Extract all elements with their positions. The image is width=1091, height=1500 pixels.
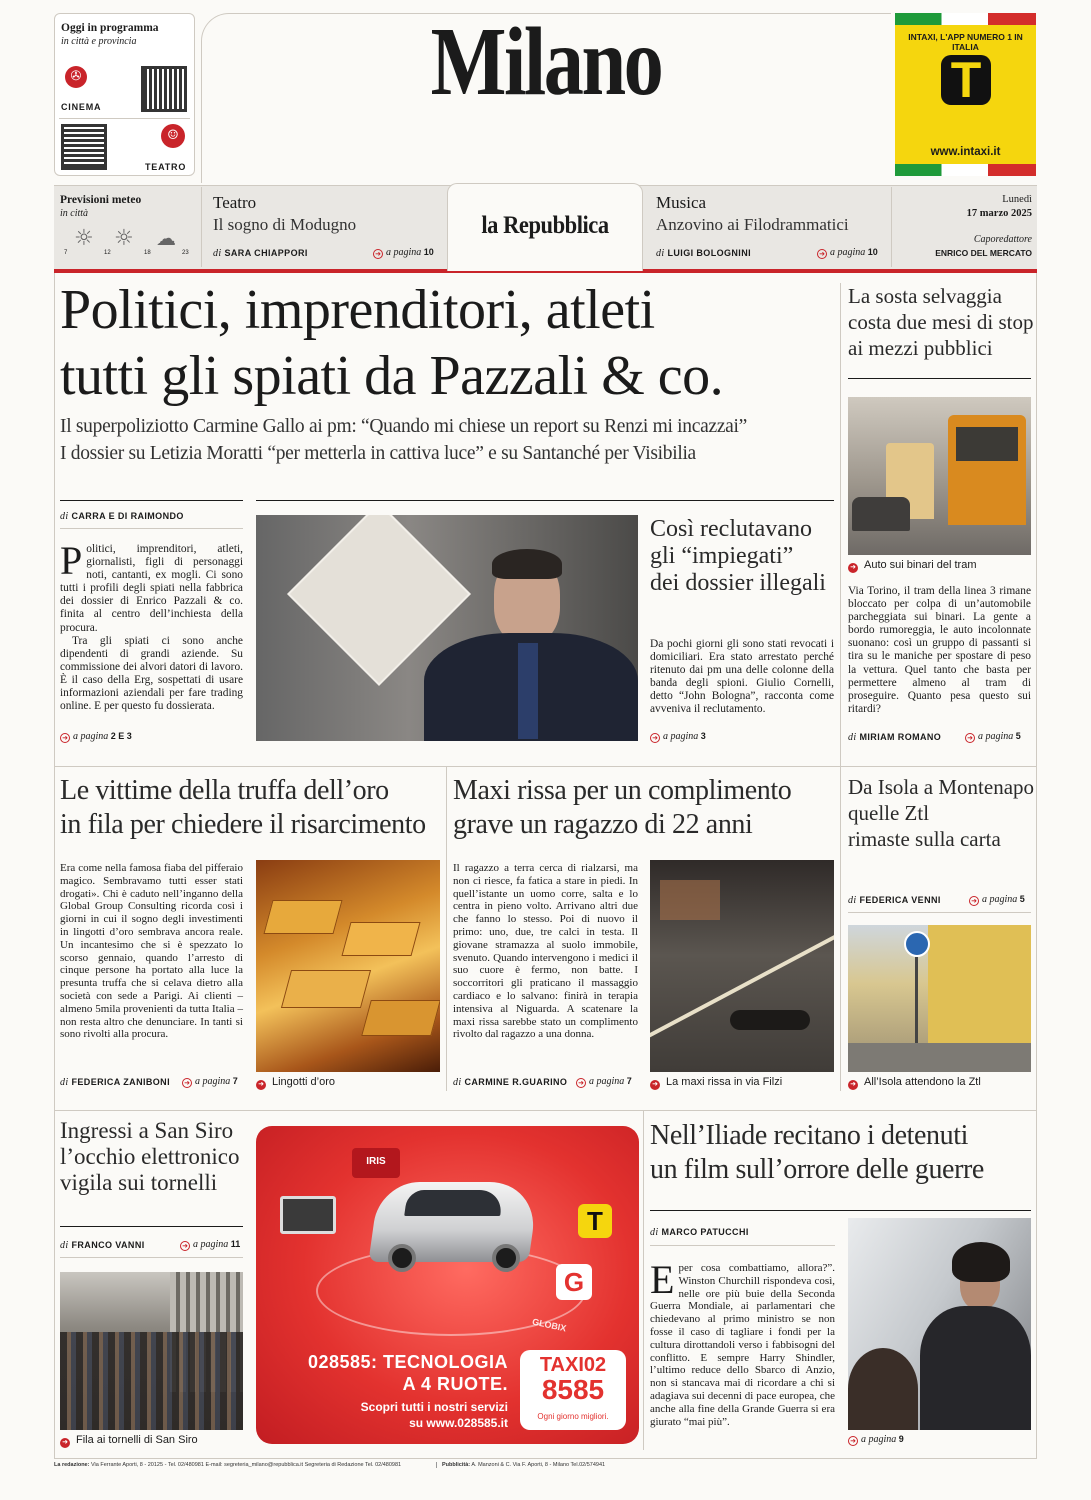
sansiro-pageref[interactable]: ➜ a pagina 11 <box>180 1239 240 1251</box>
main-subhead-line1: Il superpoliziotto Carmine Gallo ai pm: “Quando mi chiese un report su Renzi mi incazzai” <box>60 416 748 437</box>
teatro-mask-icon: ☺ <box>161 124 185 148</box>
oro-caption: ➜ Lingotti d’oro <box>256 1076 335 1090</box>
ad-line-4[interactable]: su www.028585.it <box>409 1416 508 1430</box>
taxi-wheel <box>492 1244 520 1272</box>
main-headline-line1[interactable]: Politici, imprenditori, atleti <box>60 279 655 341</box>
dropcap: P <box>60 538 83 583</box>
meteo-hour: 23 <box>182 250 189 256</box>
rissa-byline: di CARMINE R.GUARINO <box>453 1077 568 1088</box>
sun-icon: ☼ <box>114 226 134 251</box>
programma-subtitle: in città e provincia <box>61 36 137 47</box>
man-hair <box>492 549 562 579</box>
cinema-icon: ✇ <box>65 66 87 88</box>
sansiro-headline-1[interactable]: Ingressi a San Siro <box>60 1118 234 1143</box>
sansiro-headline-3[interactable]: vigila sui tornelli <box>60 1170 218 1195</box>
footer-redazione: La redazione: Via Ferrante Aporti, 8 - 20125 - Tel. 02/480981 E-mail: segreteria_milano@repubblica.it Segreteria di Redazione Tel. 02/480981 <box>54 1462 402 1468</box>
figure-foreground <box>848 1348 918 1430</box>
footer-pubblicita: Pubblicità: A. Manzoni & C. Via F. Aporti, 8 - Milano Tel.02/574941 <box>436 1462 605 1468</box>
oro-byline: di FEDERICA ZANIBONI <box>60 1077 170 1088</box>
isola-headline-3[interactable]: rimaste sulla carta <box>848 827 1001 851</box>
globix-icon: G <box>556 1264 592 1300</box>
tram-window <box>956 427 1018 461</box>
photo-tram <box>848 397 1031 555</box>
oro-pageref[interactable]: ➜ a pagina 7 <box>182 1076 238 1088</box>
qr-code-cinema[interactable] <box>141 66 187 112</box>
woman-hair <box>952 1242 1010 1282</box>
recruit-headline-1[interactable]: Così reclutavano <box>650 516 812 542</box>
cloud-sun-icon: ☁ <box>156 226 176 250</box>
rissa-caption: ➜ La maxi rissa in via Filzi <box>650 1076 782 1090</box>
page-title: Milano <box>430 8 662 116</box>
date-day: Lunedì <box>1002 194 1032 205</box>
sosta-headline-1[interactable]: La sosta selvaggia <box>848 284 1002 308</box>
sansiro-byline: di FRANCO VANNI <box>60 1240 145 1251</box>
intaxi-ad[interactable] <box>895 13 1036 176</box>
iliade-pageref[interactable]: ➜ a pagina 9 <box>848 1434 904 1446</box>
programma-box <box>54 13 195 176</box>
woman-body <box>920 1306 1031 1430</box>
main-byline: di CARRA E DI RAIMONDO <box>60 511 184 522</box>
intaxi-app-icon: T <box>578 1204 612 1238</box>
rissa-headline-2[interactable]: grave un ragazzo di 22 anni <box>453 809 753 840</box>
musica-headline[interactable]: Anzovino ai Filodrammatici <box>656 215 849 234</box>
ad-line-2: A 4 RUOTE. <box>402 1374 508 1394</box>
main-headline-line2[interactable]: tutti gli spiati da Pazzali & co. <box>60 345 724 407</box>
isola-byline: di FEDERICA VENNI <box>848 895 941 906</box>
teatro-byline: di SARA CHIAPPORI <box>213 248 308 259</box>
iliade-headline-2[interactable]: un film sull’orrore delle guerre <box>650 1154 984 1185</box>
meteo-hour: 12 <box>104 250 111 256</box>
rissa-pageref[interactable]: ➜ a pagina 7 <box>576 1076 632 1088</box>
sosta-byline: di MIRIAM ROMANO <box>848 732 942 743</box>
taxi-logo-top: TAXI02 <box>539 1354 607 1376</box>
shop-light <box>660 880 720 920</box>
musica-section: Musica <box>656 193 707 212</box>
cinema-label: CINEMA <box>61 102 102 112</box>
sosta-headline-2[interactable]: costa due mesi di stop <box>848 310 1034 334</box>
photo-rissa-street <box>650 860 834 1072</box>
main-body: Politici, imprenditori, atleti, giornalisti, figli di personaggi noti, cantanti, ex mogli. Ci sono tutti i profili degli spiati nella fabbrica dei dossier di Enrico Pazzali & co. finita al centro dell’inchiesta della procura. Tra gli spiati ci sono anche dipendenti di grandi aziende. Su commissione dei alvori datori di lavoro. È il caso della Erg, sospettati di usare informazioni aziendali per fare trading online. E per questo fu dossierata. <box>60 538 243 713</box>
gold-bar <box>281 970 371 1008</box>
meteo-hour: 18 <box>144 250 151 256</box>
photo-sansiro <box>60 1272 243 1430</box>
taxi-wheel <box>388 1244 416 1272</box>
isola-headline-1[interactable]: Da Isola a Montenapo <box>848 775 1035 799</box>
intaxi-logo-letter: T <box>950 52 982 108</box>
recruit-headline-2[interactable]: gli “impiegati” <box>650 543 794 569</box>
italy-flag-stripe-bottom <box>895 164 1036 176</box>
teatro-headline[interactable]: Il sogno di Modugno <box>213 215 357 234</box>
parked-car <box>852 497 910 531</box>
meteo-hour: 7 <box>64 250 68 256</box>
taxi-car-window <box>404 1190 504 1216</box>
recruit-body: Da pochi giorni gli sono stati revocati i domiciliari. Era stato arrestato perché ritenuto dai pm una delle colonne della banda degli spioni. Giulio Cornelli, detto “John Bologna”, racconta come avveniva il reclutamento. <box>650 638 834 716</box>
teatro-pageref[interactable]: ➜ a pagina 10 <box>373 247 434 259</box>
taxi-logo-slogan: Ogni giorno migliori. <box>537 1412 609 1421</box>
isola-headline-2[interactable]: quelle Ztl <box>848 801 930 825</box>
sansiro-caption: ➜ Fila ai tornelli di San Siro <box>60 1434 198 1448</box>
musica-byline: di LUIGI BOLOGNINI <box>656 248 751 259</box>
meteo-title: Previsioni meteo <box>60 194 142 206</box>
street-crowd <box>730 1010 810 1030</box>
date-full: 17 marzo 2025 <box>966 208 1032 219</box>
taxi-028585-ad[interactable] <box>256 1126 639 1444</box>
editor-role: Caporedattore <box>973 234 1032 245</box>
gold-bar <box>341 922 420 956</box>
taxi-logo-number: 8585 <box>541 1374 605 1405</box>
sign-pole <box>915 957 918 1057</box>
ad-line-3: Scopri tutti i nostri servizi <box>360 1400 508 1414</box>
iris-tag-label: IRIS <box>366 1156 386 1167</box>
rissa-headline-1[interactable]: Maxi rissa per un complimento <box>453 775 792 806</box>
recruit-headline-3[interactable]: dei dossier illegali <box>650 570 826 596</box>
main-pageref[interactable]: ➜ a pagina 2 E 3 <box>60 731 132 743</box>
dropcap: E <box>650 1257 675 1302</box>
recruit-pageref[interactable]: ➜ a pagina 3 <box>650 731 706 743</box>
iliade-headline-1[interactable]: Nell’Iliade recitano i detenuti <box>650 1120 969 1151</box>
repubblica-masthead: la Repubblica <box>481 212 609 239</box>
sosta-headline-3[interactable]: ai mezzi pubblici <box>848 336 993 360</box>
oro-body: Era come nella famosa fiaba del pifferaio magico. Sembravamo tutti esser stati drogati». Chi è caduto nell’inganno della Global Group Consulting ricorda così i giorni in cui il sogno degli investimenti in lingotti d’oro sembrava ancora reale. Un incantesimo che si è spezzato lo scorso gennaio, quando l’arresto di cinque persone ha portato alla luce la presunta truffa che si celava dietro alla società con sede a Parigi. Ai clienti – almeno 5mila provenienti da tutta Italia – non resta altro che denunciare. In tanti si sono rivolti alla procura. <box>60 862 243 1041</box>
crowd <box>60 1332 243 1430</box>
photo-isola <box>848 925 1031 1072</box>
photo-iliade <box>848 1218 1031 1430</box>
photo-gold-bars <box>256 860 440 1072</box>
gold-bar <box>361 1000 440 1036</box>
intaxi-slogan: INTAXI, L'APP NUMERO 1 IN ITALIA <box>908 32 1023 52</box>
isola-caption: ➜ All’Isola attendono la Ztl <box>848 1076 981 1090</box>
sansiro-headline-2[interactable]: l’occhio elettronico <box>60 1144 240 1169</box>
sosta-caption: ➜ Auto sui binari del tram <box>848 559 977 573</box>
sun-icon: ☼ <box>74 226 94 251</box>
programma-title: Oggi in programma <box>61 22 159 34</box>
italy-flag-stripe <box>895 13 1036 25</box>
iliade-byline: di MARCO PATUCCHI <box>650 1227 749 1238</box>
teatro-section: Teatro <box>213 193 257 212</box>
isola-pageref[interactable]: ➜ a pagina 5 <box>969 894 1025 906</box>
meteo-subtitle: in città <box>60 208 89 219</box>
traffic-sign <box>904 931 930 957</box>
teatro-label: TEATRO <box>145 162 187 172</box>
main-subhead-line2: I dossier su Letizia Moratti “per metterla in cattiva luce” e su Santanché per Visibilia <box>60 443 696 464</box>
laptop-icon <box>280 1196 336 1234</box>
intaxi-url[interactable]: www.intaxi.it <box>930 146 1001 158</box>
photo-pazzali <box>256 515 638 741</box>
oro-headline-2[interactable]: in fila per chiedere il risarcimento <box>60 809 426 840</box>
rissa-body: Il ragazzo a terra cerca di rialzarsi, ma non ci riesce, fa fatica a stare in piedi. In quell’istante un uomo corre, salta e lo centra in pieno volto. Arrivano altri due che fanno lo stesso. Poi di nuovo il primo: uno, due, tre calci in testa. Il giovane stramazza al suolo immobile, svenuto. Quando intervengono i medici il suo cuore è fermo, non batte. I soccorritori gli praticano il massaggio cardiaco e lo salvano: finirà in terapia intensiva al Niguarda. A scatenare la maxi rissa sarebbe stato un complimento rivolto dal ragazzo a una donna. <box>453 862 638 1041</box>
globix-label: GLOBIX <box>531 1316 568 1334</box>
meteo-forecast <box>64 224 192 260</box>
musica-pageref[interactable]: ➜ a pagina 10 <box>817 247 878 259</box>
sosta-pageref[interactable]: ➜ a pagina 5 <box>965 731 1021 743</box>
ad-line-1: 028585: TECNOLOGIA <box>307 1352 508 1372</box>
iliade-body: Eper cosa combattiamo, allora?”. Winston Churchill rispondeva così, nelle ore più buie della Seconda Guerra Mondiale, ai parlamentari che chiedevano al primo ministro se non fosse il caso di tagliare i fondi per la cultura dirottandoli verso i fabbisogni del conflitto. E sempre Harry Shindler, l’ultimo reduce dello Sbarco di Anzio, non si stancava mai di ricordare a chi si adagiava sui decenni di pace europea, che anche alla fine della Grande Guerra si era giurato “mai più”. <box>650 1257 835 1428</box>
street-ground <box>848 1043 1031 1072</box>
oro-headline-1[interactable]: Le vittime della truffa dell’oro <box>60 775 389 806</box>
sosta-body: Via Torino, il tram della linea 3 rimane bloccato per colpa di un’automobile parcheggiata sui binari. La gente a bordo rumoreggia, le auto incolonnate suonano: così un gruppo di passanti si tira su le maniche per spostare di peso la vettura. Quel tanto che basta per permettere almeno al tram di proseguire. Quanto pesa questo sui ritardi? <box>848 585 1031 715</box>
man-tie <box>518 643 538 739</box>
editor-name: ENRICO DEL MERCATO <box>935 248 1032 258</box>
gold-bar <box>263 900 342 934</box>
qr-code-teatro[interactable] <box>61 124 107 170</box>
